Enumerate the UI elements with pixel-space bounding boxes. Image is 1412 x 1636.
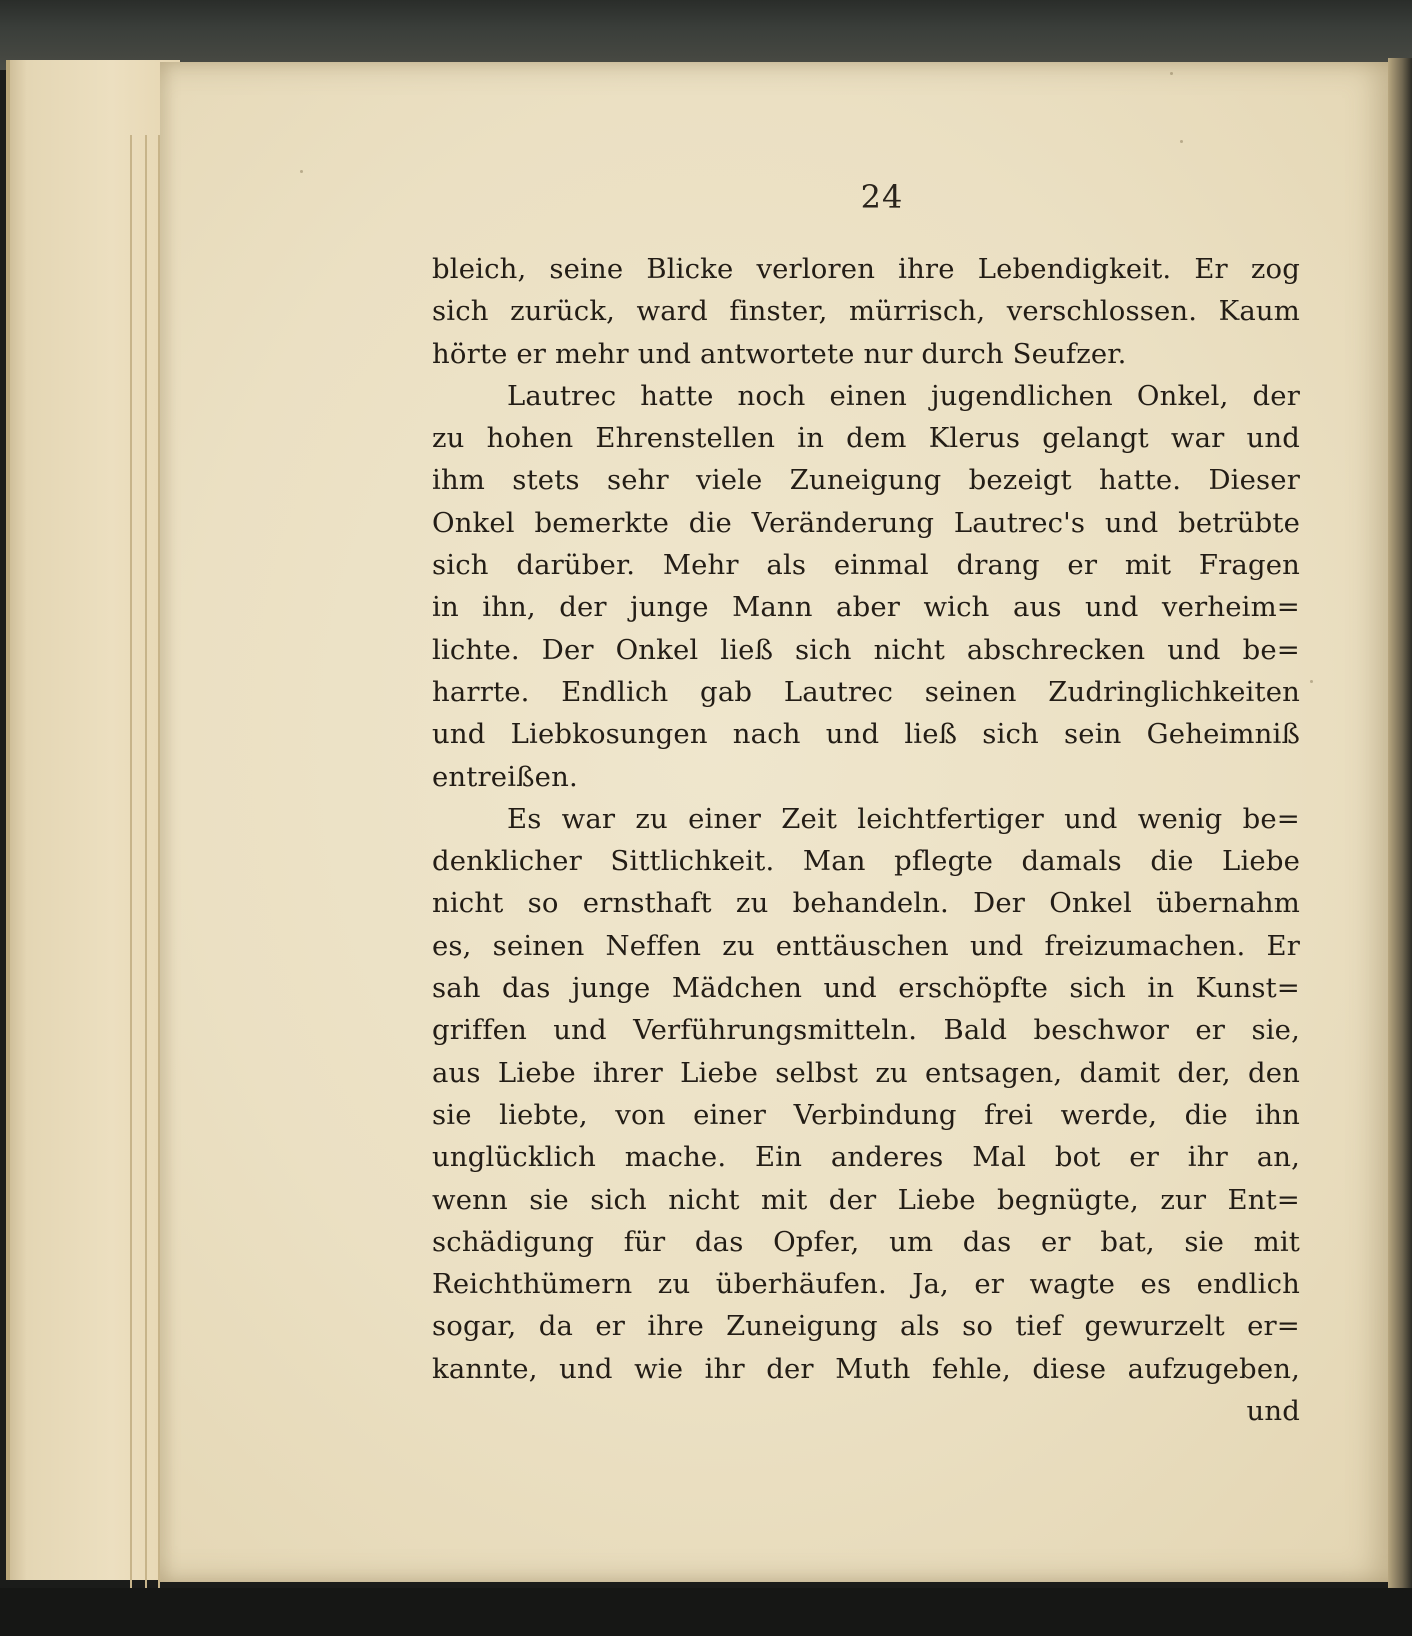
page-edge-line xyxy=(145,135,147,1635)
page-edge-line xyxy=(130,135,132,1635)
text-line: sie liebte, von einer Verbindung frei werde, die ihn xyxy=(432,1098,1300,1131)
book-cover-bottom xyxy=(0,1588,1412,1636)
text-line: kannte, und wie ihr der Muth fehle, diese aufzugeben, xyxy=(432,1352,1300,1385)
text-line: zu hohen Ehrenstellen in dem Klerus gelangt war und xyxy=(432,422,1300,455)
page-number: 24 xyxy=(860,178,904,216)
page-stack-left xyxy=(6,60,180,1580)
text-line: sah das junge Mädchen und erschöpfte sich in Kunst= xyxy=(432,972,1300,1005)
text-line: sogar, da er ihre Zuneigung als so tief gewurzelt er= xyxy=(432,1310,1300,1343)
text-line: entreißen. xyxy=(432,760,578,793)
text-line: ihm stets sehr viele Zuneigung bezeigt hatte. Dieser xyxy=(432,464,1300,497)
text-line: sich zurück, ward finster, mürrisch, verschlossen. Kaum xyxy=(432,295,1300,328)
page-right-edge xyxy=(1388,58,1412,1588)
text-line: lichte. Der Onkel ließ sich nicht abschrecken und be= xyxy=(432,633,1300,666)
text-line: in ihn, der junge Mann aber wich aus und verheim= xyxy=(432,591,1300,624)
book-cover-top xyxy=(0,0,1412,70)
text-line: denklicher Sittlichkeit. Man pflegte damals die Liebe xyxy=(432,845,1300,878)
text-line: schädigung für das Opfer, um das er bat, sie mit xyxy=(432,1225,1300,1258)
text-line: und Liebkosungen nach und ließ sich sein Geheimniß xyxy=(432,718,1300,751)
text-line: griffen und Verführungsmitteln. Bald beschwor er sie, xyxy=(432,1014,1300,1047)
text-line: Lautrec hatte noch einen jugendlichen Onkel, der xyxy=(507,379,1300,412)
text-line: wenn sie sich nicht mit der Liebe begnügte, zur Ent= xyxy=(432,1183,1300,1216)
text-line: harrte. Endlich gab Lautrec seinen Zudringlichkeiten xyxy=(432,675,1300,708)
text-line: Onkel bemerkte die Veränderung Lautrec's und betrübte xyxy=(432,506,1300,539)
catchword: und xyxy=(1246,1395,1300,1428)
body-text xyxy=(432,248,1300,1432)
text-line: es, seinen Neffen zu enttäuschen und freizumachen. Er xyxy=(432,929,1300,962)
text-line: Es war zu einer Zeit leichtfertiger und wenig be= xyxy=(507,802,1300,835)
text-line: nicht so ernsthaft zu behandeln. Der Onkel übernahm xyxy=(432,887,1300,920)
text-line: Reichthümern zu überhäufen. Ja, er wagte es endlich xyxy=(432,1268,1300,1301)
text-line: unglücklich mache. Ein anderes Mal bot er ihr an, xyxy=(432,1141,1300,1174)
text-line: sich darüber. Mehr als einmal drang er mit Fragen xyxy=(432,549,1300,582)
text-line: bleich, seine Blicke verloren ihre Lebendigkeit. Er zog xyxy=(432,253,1300,285)
text-line: hörte er mehr und antwortete nur durch Seufzer. xyxy=(432,337,1127,370)
text-line: aus Liebe ihrer Liebe selbst zu entsagen, damit der, den xyxy=(432,1056,1300,1089)
